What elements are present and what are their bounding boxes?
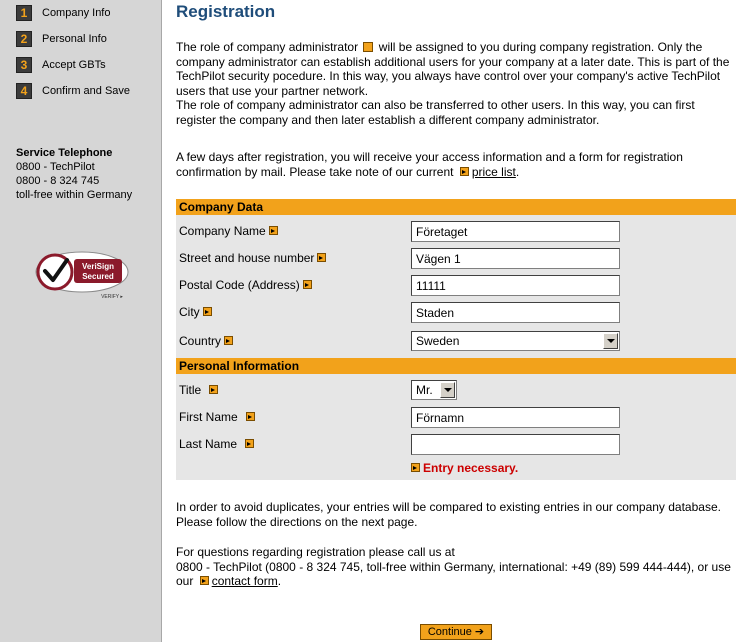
sidebar [0, 0, 161, 642]
help-arrow-icon[interactable] [269, 226, 278, 235]
company-name-label [179, 223, 281, 239]
arrow-icon [460, 167, 469, 176]
step-3[interactable] [16, 56, 106, 74]
label-text: First Name [179, 410, 238, 424]
contact-form-link[interactable]: contact form [211, 574, 278, 589]
country-select[interactable] [411, 331, 620, 351]
required-message [411, 461, 518, 475]
info-icon[interactable] [363, 42, 373, 52]
label-text: Title [179, 383, 202, 397]
country-selected-value: Sweden [416, 334, 460, 348]
registration-form [176, 199, 736, 480]
company-data-header: Company Data [176, 199, 736, 215]
intro-text: The role of company administrator can also be transferred to other users. In this way, you can first register the company and then later establish a different company administrator. [176, 98, 695, 127]
service-line: 0800 - TechPilot [16, 161, 95, 173]
verisign-seal[interactable] [34, 250, 130, 300]
label-text: Postal Code (Address) [179, 278, 300, 292]
verisign-verify: VERIFY ▸ [101, 294, 123, 300]
help-arrow-icon[interactable] [203, 307, 212, 316]
help-arrow-icon[interactable] [303, 280, 312, 289]
help-arrow-icon[interactable] [245, 439, 254, 448]
chevron-down-icon[interactable] [603, 333, 618, 349]
city-input[interactable] [411, 302, 620, 323]
help-arrow-icon[interactable] [209, 385, 218, 394]
first-name-label [179, 409, 258, 425]
postal-code-label [179, 277, 315, 293]
step-label-personal-info[interactable]: Personal Info [42, 33, 107, 45]
street-label [179, 250, 329, 266]
last-name-label [179, 436, 257, 452]
page-title: Registration [176, 2, 276, 21]
step-number: 1 [16, 5, 32, 21]
service-line: 0800 - 8 324 745 [16, 175, 100, 187]
help-arrow-icon[interactable] [224, 336, 233, 345]
street-input[interactable] [411, 248, 620, 269]
step-number: 4 [16, 83, 32, 99]
service-line: toll-free within Germany [16, 189, 133, 201]
country-label [179, 333, 236, 349]
arrow-icon [200, 576, 209, 585]
step-label-accept-gbts[interactable]: Accept GBTs [42, 59, 106, 71]
warning-arrow-icon [411, 463, 420, 472]
step-label-confirm-save[interactable]: Confirm and Save [42, 85, 131, 97]
step-number: 2 [16, 31, 32, 47]
mail-text-end: . [515, 164, 520, 179]
contact-text-end: . [277, 574, 282, 589]
required-text: Entry necessary. [423, 461, 519, 475]
verisign-line-2: Secured [82, 272, 114, 281]
company-name-input[interactable] [411, 221, 620, 242]
step-number: 3 [16, 57, 32, 73]
label-text: Last Name [179, 437, 238, 451]
help-arrow-icon[interactable] [317, 253, 326, 262]
label-text: Company Name [179, 224, 266, 238]
label-text: City [179, 305, 200, 319]
step-label-company-info[interactable]: Company Info [42, 7, 111, 19]
last-name-input[interactable] [411, 434, 620, 455]
chevron-down-icon[interactable] [440, 382, 455, 398]
continue-button[interactable]: Continue ➔ [420, 624, 492, 640]
contact-text: 0800 - TechPilot (0800 - 8 324 745, toll-free within Germany, international: +49 (89) 599 444-444), or use our [176, 559, 731, 589]
verisign-line-1: VeriSign [81, 262, 115, 271]
duplicates-paragraph: In order to avoid duplicates, your entries will be compared to existing entries in our company database. Please follow the directions on the next page. [176, 500, 721, 529]
step-2[interactable] [16, 30, 107, 48]
intro-text: will be assigned to you during company registration. Only the company administrator can establish additional users for your company at a later date. This is part of the TechPilot security pocedure. In this way, you always have control over your company's active TechPilot users that use your partner network. [176, 40, 730, 98]
sidebar-divider [161, 0, 162, 642]
service-title: Service Telephone [16, 147, 113, 159]
contact-paragraph [176, 545, 736, 589]
contact-text: For questions regarding registration please call us at [176, 545, 455, 559]
first-name-input[interactable] [411, 407, 620, 428]
mail-paragraph [176, 150, 736, 179]
intro-text: The role of company administrator [176, 40, 359, 54]
title-select[interactable] [411, 380, 457, 400]
service-telephone [16, 146, 132, 202]
city-label [179, 304, 215, 320]
personal-info-header: Personal Information [176, 358, 736, 374]
label-text: Street and house number [179, 251, 315, 265]
price-list-link[interactable]: price list [471, 164, 516, 179]
title-label [179, 382, 221, 398]
title-selected-value: Mr. [416, 383, 433, 397]
help-arrow-icon[interactable] [246, 412, 255, 421]
postal-code-input[interactable] [411, 275, 620, 296]
step-1[interactable] [16, 4, 110, 22]
label-text: Country [179, 334, 222, 348]
mail-text: A few days after registration, you will receive your access information and a form for registration confirmation by mail. Please take note of our current [176, 150, 683, 179]
step-4[interactable] [16, 82, 130, 100]
intro-paragraph [176, 40, 736, 128]
